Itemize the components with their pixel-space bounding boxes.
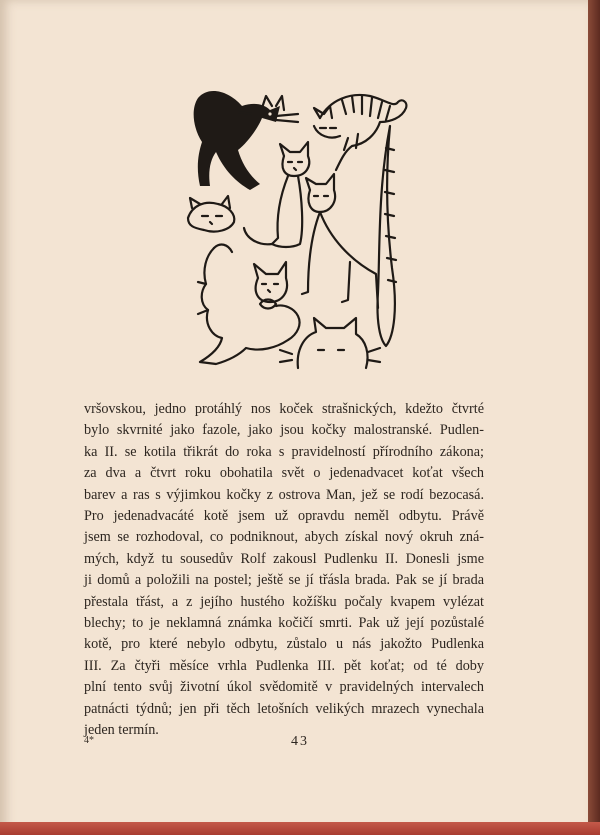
peeking-cat — [188, 196, 234, 232]
text-line: ka II. se kotila třikrát do roka s pravidelností přírodního zákona; — [84, 443, 484, 460]
tall-cat — [377, 126, 396, 346]
page-edge-bottom — [0, 822, 600, 835]
sitting-cat — [244, 142, 309, 247]
text-line: kotě, pro které nebylo odbytu, zůstalo u nás jakožto Pudlenka — [84, 636, 484, 653]
signature-mark: 4* — [84, 735, 94, 746]
text-line: barev a ras s výjimkou kočky z ostrova Man, jež se rodí bezocasá. — [84, 486, 484, 503]
standing-cat — [302, 174, 378, 308]
striped-cat — [314, 95, 406, 170]
text-line: mých, když tu sousedův Rolf zakousl Pudlenku II. Donesli jsme — [84, 550, 484, 567]
text-line: blechy; to je neklamná známka kočičí smrti. Pak už její pozůstalé — [84, 615, 484, 632]
text-line: přestala třást, a z jejího hustého kožíšku počaly kvapem vylézat — [84, 593, 484, 610]
black-cat — [194, 91, 298, 190]
text-line: patnácti týdnů; jen při těch letošních velikých mrazech vynechala — [84, 700, 484, 717]
text-line: jeden termín. — [84, 722, 159, 739]
text-line: bylo skvrnité jako fazole, jako jsou kočky malostranské. Pudlen- — [84, 422, 484, 439]
text-line: za dva a čtvrt roku obohatila svět o jedenadvacet koťat všech — [84, 465, 484, 482]
page-edge-right — [588, 0, 600, 835]
bottom-cat — [280, 318, 380, 368]
text-line: vršovskou, jedno protáhlý nos koček strašnických, kdežto čtvrté — [84, 401, 484, 417]
page-number: 43 — [291, 734, 309, 749]
cats-illustration — [180, 78, 420, 378]
text-line: Pro jedenadvacáté kotě jsem už opravdu neměl odbytu. Právě — [84, 508, 484, 525]
body-text — [84, 399, 484, 742]
fluffy-cat — [198, 245, 300, 364]
text-line: jsem se rozhodoval, co podniknout, abych získal nový okruh zná- — [84, 529, 484, 546]
text-line: ji domů a položili na postel; ještě se jí třásla brada. Pak se jí brada — [84, 572, 484, 589]
text-line: III. Za čtyři měsíce vrhla Pudlenka III. pět koťat; od té doby — [84, 657, 484, 674]
text-line: plní tento svůj životní úkol svědomitě v pravidelných intervalech — [84, 679, 484, 696]
